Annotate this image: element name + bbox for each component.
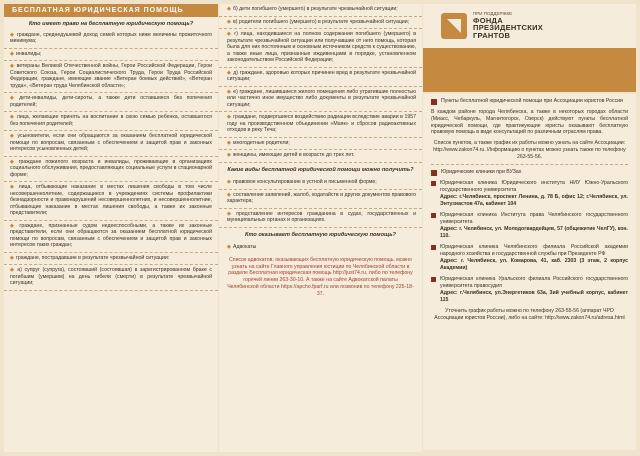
clinics-title: Юридические клиники при ВУЗах: [441, 169, 522, 176]
eligibility-item: [4, 93, 218, 112]
bullet-marker: ◆: [227, 152, 231, 158]
bullet-marker: ◆: [227, 31, 233, 37]
eligibility-item-text: г) лица, находившиеся на полном содержании погибшего (умершего) в результате чрезвычайной ситуации или получавшие от него помощь, которая была для них постоянным и основным источником средств к существованию, а также иные лица, признанные иждивенцами в порядке, установленном законодательством Российской Федерации;: [227, 31, 416, 63]
eligibility-item: [4, 61, 218, 93]
eligibility-item-text: граждане, подвергшиеся воздействию радиации вследствие аварии в 1957 году на производственном объединении «Маяк» и сбросов радиоактивных отходов в реку Теча;: [227, 114, 416, 133]
bullet-marker: ◆: [10, 63, 15, 70]
bullet-marker: ◆: [10, 50, 14, 57]
square-marker-icon: [431, 213, 436, 218]
bullet-marker: ◆: [227, 210, 235, 217]
bullet-marker: ◆: [10, 254, 14, 261]
square-marker-icon: [431, 99, 437, 105]
middle-column: [219, 4, 422, 452]
eligibility-item: [4, 49, 218, 62]
clinic-address: Адрес: г.Челябинск, ул.Энергетиков 63а, 3ий учебный корпус, кабинет 115: [440, 289, 628, 303]
clinic-address: Адрес: г. Челябинск, ул. Комарова, 41, каб. 2303 (3 этаж, 2 корпус Академии): [440, 257, 628, 271]
eligibility-item: [219, 4, 422, 17]
clinic-name: Юридическая клиника Института права Челябинского государственного университета: [440, 212, 628, 225]
logo-block: [423, 4, 636, 48]
eligibility-item-text: д) граждане, здоровью которых причинен вред в результате чрезвычайной ситуации;: [227, 69, 416, 82]
logo-line-2: ФОНДА: [473, 15, 503, 25]
clinic-item: [431, 276, 628, 303]
square-marker-icon: [431, 170, 437, 176]
help-type-item-text: правовое консультирование в устной и письменной форме;: [233, 179, 377, 186]
bullet-marker: ◆: [10, 31, 15, 38]
square-marker-icon: [431, 181, 436, 186]
clinic-body: [440, 244, 628, 271]
bullet-marker: ◆: [227, 114, 232, 120]
schedule-note: Уточнить график работы можно по телефону 263-55-56 (аппарат ЧРО Ассоциации юристов России), либо на сайте: http://www.zakon74.ru/adresa.html: [434, 308, 625, 321]
points-heading: [431, 98, 628, 105]
bullet-marker: ◆: [10, 267, 16, 274]
eligibility-item-text: в) родители погибшего (умершего) в результате чрезвычайной ситуации;: [233, 18, 410, 25]
clinic-address: Адрес: г.Челябинск, проспект Ленина, д. 78 Б, офис 12; г.Челябинск, ул. Энтузиастов 47а, кабинет 104: [440, 193, 628, 207]
eligibility-item-text: лица, желающие принять на воспитание в свою семью ребенка, оставшегося без попечения родителей;: [10, 114, 212, 127]
clinic-name: Юридическая клиника Юридического института НИУ Южно-Уральского государственного университета: [440, 180, 628, 193]
eligibility-item-text: дети-инвалиды, дети-сироты, а также дети оставшиеся без попечения родителей;: [10, 95, 212, 108]
eligibility-item-text: инвалиды;: [16, 50, 42, 57]
advocates-label: Адвокаты: [233, 244, 257, 251]
legal-aid-points-panel: [423, 94, 636, 450]
bullet-marker: ◆: [227, 244, 231, 251]
bullet-marker: ◆: [10, 184, 17, 191]
section-header: БЕСПЛАТНАЯ ЮРИДИЧЕСКАЯ ПОМОЩЬ: [4, 4, 218, 17]
bullet-marker: ◆: [10, 158, 17, 165]
clinics-heading: [431, 169, 628, 176]
eligibility-item-text: лица, отбывающие наказание в местах лишения свободы в том числе несовершеннолетние, содержащиеся в учреждениях системы профилактики безнадзорности и правонарушений несовершеннолетних, и несовершеннолетние, отбывающие наказание в местах лишения свободы, а также их законные представители;: [10, 184, 212, 217]
eligibility-item: [219, 17, 422, 30]
eligibility-item-text: ветераны Великой Отечественной войны, Герои Российской Федерации, Герои Советского Союза, Герои Социалистического Труда, Герои Труда Российской Федерации, граждане, имеющие звание «Ветеран боевых действий», «Ветеран труда», «Ветеран труда Челябинской области»;: [10, 63, 212, 89]
bullet-marker: ◆: [10, 222, 18, 229]
clinic-item: [431, 212, 628, 239]
bullet-marker: ◆: [227, 139, 231, 146]
eligibility-item: [4, 157, 218, 183]
advocates-text: Список адвокатов, оказывающих бесплатную юридическую помощь, можно узнать на сайте Главного управления юстиции по Челябинской области в разделе Бесплатная юридическая помощь http://just74.ru, либо по телефону горячей линии 263-30-10. А также на сайте Адвокатской палаты Челябинской области https://apcho.fparf.ru или позвонив по телефону 225-18-37.: [227, 256, 414, 297]
right-column: [423, 4, 636, 452]
help-types-list: [219, 177, 422, 228]
logo-line-4: ГРАНТОВ: [473, 31, 511, 41]
eligibility-item-text: граждане пожилого возраста и инвалиды, проживающие в организациях социального обслуживания, предоставляющих социальные услуги в стационарной форме;: [10, 158, 212, 178]
bullet-marker: ◆: [227, 88, 232, 95]
eligibility-item: [219, 87, 422, 113]
eligibility-item-text: усыновители, если они обращаются за оказанием бесплатной юридической помощи по вопросам, связанным с обеспечением и защитой прав и законных интересов усыновленных детей;: [10, 133, 212, 153]
points-title: Пункты бесплатной юридической помощи при Ассоциации юристов России: [441, 98, 623, 104]
eligibility-item-text: е) граждане, лишившиеся жилого помещения либо утратившие полностью или частично иное имущество либо документы в результате чрезвычайной ситуации;: [227, 88, 416, 108]
bullet-marker: ◆: [10, 133, 16, 140]
presidential-grants-logo-icon: [441, 13, 467, 39]
eligibility-item-text: граждане, признанные судом недееспособными, а также их законные представители, если они обращаются за оказанием бесплатной юридической помощи по вопросам, связанным с обеспечением и защитой прав и законных интересов таких граждан;: [10, 222, 212, 249]
question-types: Какие виды бесплатной юридической помощи можно получить?: [227, 166, 414, 173]
square-marker-icon: [431, 277, 436, 282]
eligibility-item: [4, 131, 218, 157]
help-type-item: [219, 190, 422, 209]
eligibility-item: [219, 29, 422, 68]
clinic-address: Адрес: г. Челябинск, ул. Молодогвардейцев, 57 (общежитие ЧелГУ), кон. 110.: [440, 225, 628, 239]
clinic-body: [440, 276, 628, 303]
eligibility-item-text: граждане, пострадавшие в результате чрезвычайной ситуации:: [16, 254, 170, 261]
eligibility-item: [4, 265, 218, 291]
decorative-stripe: [423, 48, 636, 92]
bullet-marker: ◆: [227, 6, 231, 12]
left-column: [4, 4, 218, 452]
help-type-item-text: представление интересов гражданина в судах, государственных и муниципальных органах и организациях.: [227, 210, 416, 224]
square-marker-icon: [431, 245, 436, 250]
clinic-item: [431, 244, 628, 271]
bullet-marker: ◆: [227, 179, 231, 186]
question-eligibility: Кто имеет право на бесплатную юридическую помощь?: [28, 21, 194, 27]
eligibility-item-text: женщины, имеющие детей в возрасте до трех лет.: [233, 152, 355, 158]
points-contact: Список пунктов, а также график их работы можно узнать на сайте Ассоциации: http://www.zakon74.ru. Информацию о пунктах можно узнать также по телефону 263-55-56.: [433, 140, 626, 160]
eligibility-item-text: б) дети погибшего (умершего) в результате чрезвычайной ситуации;: [233, 6, 398, 12]
help-type-item: [219, 177, 422, 190]
logo-line-3: ПРЕЗИДЕНТСКИХ: [473, 23, 544, 33]
question-providers: Кто оказывает бесплатную юридическую помощь?: [245, 231, 396, 238]
advocates-heading: [219, 242, 422, 254]
bullet-marker: ◆: [227, 191, 232, 198]
eligibility-item: [4, 112, 218, 131]
eligibility-item: [219, 112, 422, 138]
eligibility-list-continued: [219, 4, 422, 163]
eligibility-item: [219, 150, 422, 163]
eligibility-item: [4, 30, 218, 49]
clinic-body: [440, 180, 628, 207]
clinic-name: Юридическая клиника Челябинского филиала Российской академии народного хозяйства и государственной службы при Президенте РФ: [440, 244, 628, 257]
bullet-marker: ◆: [227, 69, 232, 76]
help-type-item: [219, 209, 422, 228]
logo-text: [473, 12, 543, 40]
eligibility-list: [4, 30, 218, 291]
clinic-item: [431, 180, 628, 207]
eligibility-item-text: многодетные родители;: [233, 139, 290, 146]
eligibility-item-text: а) супруг (супруга), состоявший (состоявшая) в зарегистрированном браке с погибшим (умершим) на день гибели (смерти) в результате чрезвычайной ситуации;: [10, 267, 213, 287]
bullet-marker: ◆: [227, 18, 231, 25]
eligibility-item-text: граждане, среднедушевой доход семей которых ниже величины прожиточного минимума;: [10, 31, 212, 45]
eligibility-item: [4, 253, 218, 266]
bullet-marker: ◆: [10, 114, 15, 121]
eligibility-item: [219, 138, 422, 151]
clinic-body: [440, 212, 628, 239]
logo-line-1: ПРИ ПОДДЕРЖКЕ: [473, 10, 513, 16]
clinics-list: [431, 180, 628, 303]
points-description: В каждом районе города Челябинска, а также в некоторых городах области (Миасс, Чебаркуль, Магнитогорск, Озерск) действуют пункты бесплатной юридической помощи, где практикующие юристы оказывают бесплатную правовую помощь в виде консультаций по различным отраслям права.: [431, 109, 628, 136]
clinic-name: Юридическая клиника Уральского филиала Российского государственного университета правосудия: [440, 276, 628, 289]
bullet-marker: ◆: [10, 95, 18, 102]
eligibility-item: [219, 68, 422, 87]
eligibility-item: [4, 182, 218, 221]
help-type-item-text: составление заявлений, жалоб, ходатайств и других документов правового характера;: [227, 191, 416, 205]
divider: [431, 164, 628, 165]
eligibility-item: [4, 221, 218, 253]
